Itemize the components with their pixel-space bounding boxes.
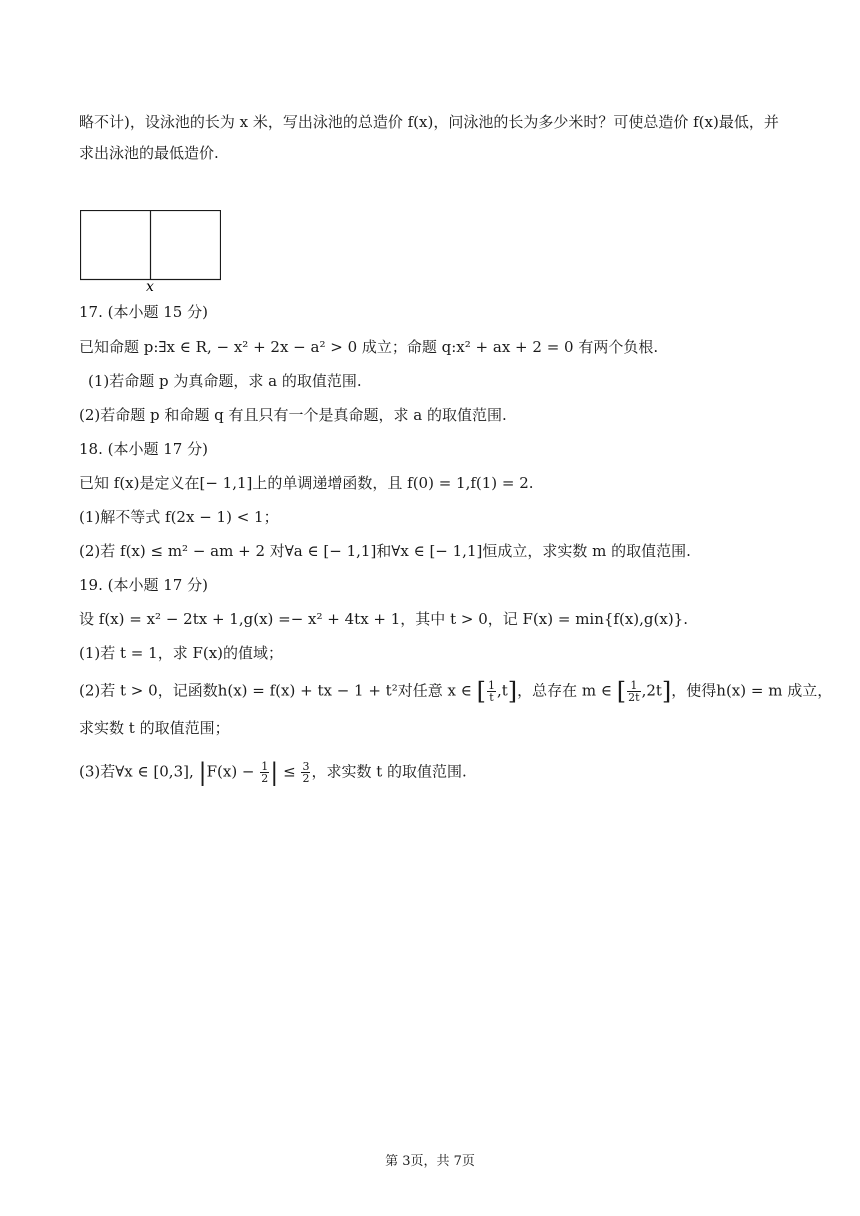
pool-length-label: x xyxy=(146,279,154,292)
q18-stem: 已知 f(x)是定义在[− 1,1]上的单调递增函数，且 f(0) = 1,f(1) = 2. xyxy=(79,474,534,492)
q19-part1: (1)若 t = 1，求 F(x)的值域； xyxy=(79,644,284,662)
q17-part2: (2)若命题 p 和命题 q 有且只有一个是真命题，求 a 的取值范围. xyxy=(79,406,507,424)
q18-part2: (2)若 f(x) ≤ m² − am + 2 对∀a ∈ [− 1,1]和∀x ∈ [− 1,1]恒成立，求实数 m 的取值范围. xyxy=(79,542,691,560)
fraction-one-half: $\frac{1}{2}$ xyxy=(261,760,269,785)
q17-header: 17. (本小题 15 分) xyxy=(79,303,208,321)
fraction-1-over-t: $\frac{1}{t}$ xyxy=(487,679,495,704)
fraction-1-over-2t: $\frac{1}{2t}$ xyxy=(628,679,640,704)
q19-part2-cont: 求实数 t 的取值范围； xyxy=(79,719,230,737)
q19-header: 19. (本小题 17 分) xyxy=(79,576,208,594)
q18-part1: (1)解不等式 f(2x − 1) < 1； xyxy=(79,508,279,526)
q18-header: 18. (本小题 17 分) xyxy=(79,440,208,458)
q17-part1: (1)若命题 p 为真命题，求 a 的取值范围. xyxy=(88,372,362,390)
page-footer: 第 3页，共 7页 xyxy=(385,1154,475,1169)
q19-part3: (3)若∀x ∈ [0,3], |F(x) − $\frac{1}{2}$ | ≤ $\frac{3}{2}$ ，求实数 t 的取值范围. xyxy=(79,758,467,787)
intro-line-1: 略不计)，设泳池的长为 x 米，写出泳池的总造价 f(x)，问泳池的长为多少米时？可使总造价 f(x)最低，并 xyxy=(79,113,779,131)
pool-diagram xyxy=(80,210,221,292)
q19-part2: (2)若 t > 0，记函数h(x) = f(x) + tx − 1 + t²对任意 x ∈ [ $\frac{1}{t}$ ,t]，总存在 m ∈ [ $\frac{1}{2t}$ ,2t]，使得h(x) = m 成立， xyxy=(79,677,833,706)
intro-line-2: 求出泳池的最低造价. xyxy=(79,144,219,162)
fraction-three-halves: $\frac{3}{2}$ xyxy=(302,760,310,785)
q17-stem: 已知命题 p:∃x ∈ R, − x² + 2x − a² > 0 成立；命题 q:x² + ax + 2 = 0 有两个负根. xyxy=(79,338,659,356)
q19-stem: 设 f(x) = x² − 2tx + 1,g(x) =− x² + 4tx + 1，其中 t > 0，记 F(x) = min{f(x),g(x)}. xyxy=(79,610,688,628)
